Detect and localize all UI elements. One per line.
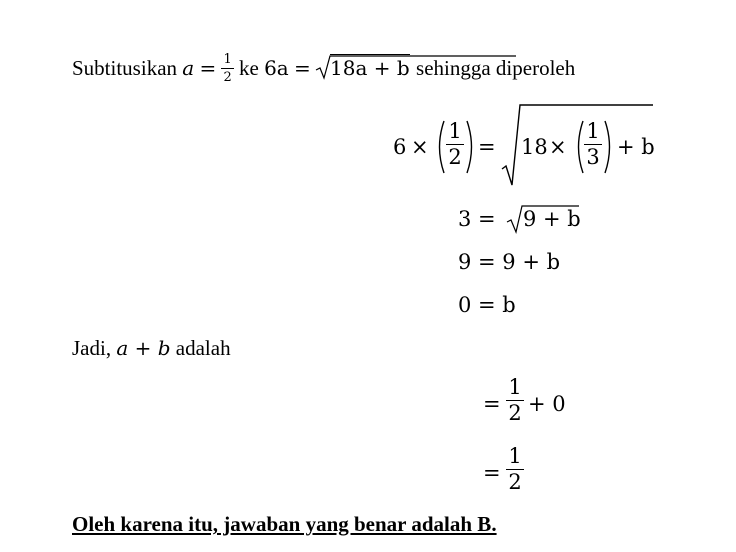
step1-eighteen: 18 <box>521 135 548 159</box>
jadi-prefix: Jadi, <box>72 336 112 360</box>
intro-prefix: Subtitusikan <box>72 56 178 80</box>
step2-radicand: 9 + b <box>523 207 581 231</box>
ke-word: ke <box>239 56 259 80</box>
result1-fraction: $\frac{1}{2}$ <box>506 377 524 424</box>
step-4-equation: 0 = b <box>458 293 516 317</box>
step1-plus-b: + b <box>617 135 655 159</box>
step-3-equation: 9 = 9 + b <box>458 250 561 274</box>
intro-suffix: sehingga diperoleh <box>416 56 576 80</box>
left-paren-icon <box>434 120 446 174</box>
step2-lhs: 3 = <box>458 207 496 231</box>
step1-rhs-fraction: $\frac{1}{3}$ <box>584 121 602 168</box>
intro-line <box>72 51 576 85</box>
jadi-suffix: adalah <box>175 336 231 360</box>
sqrt-expression: 18a + b <box>316 56 416 80</box>
step1-lhs-fraction: $\frac{1}{2}$ <box>446 121 464 168</box>
result2-equals: = <box>483 461 501 485</box>
step1-equals: = <box>478 135 496 159</box>
result2-fraction: $\frac{1}{2}$ <box>506 446 524 493</box>
step1-times: × <box>411 135 429 159</box>
equals-sign-2: = <box>293 56 311 80</box>
step1-six: 6 <box>393 135 407 159</box>
conclusion-intro-line <box>72 335 231 361</box>
expression-6a: 6a <box>264 56 289 80</box>
sqrt-radical-icon <box>316 55 332 81</box>
step-2-equation <box>458 207 496 231</box>
equals-sign: = <box>199 56 217 80</box>
step1-rhs-times: × <box>549 135 567 159</box>
result1-tail: + 0 <box>528 392 566 416</box>
expression-a-plus-b: a + b <box>116 336 171 360</box>
variable-a: a <box>182 56 195 80</box>
fraction-one-half: $\frac{1}{2}$ <box>223 51 232 85</box>
inner-right-paren-icon <box>603 120 615 174</box>
result1-equals: = <box>483 392 501 416</box>
right-paren-icon <box>465 120 477 174</box>
final-answer-statement: Oleh karena itu, jawaban yang benar adalah B. <box>72 512 497 536</box>
